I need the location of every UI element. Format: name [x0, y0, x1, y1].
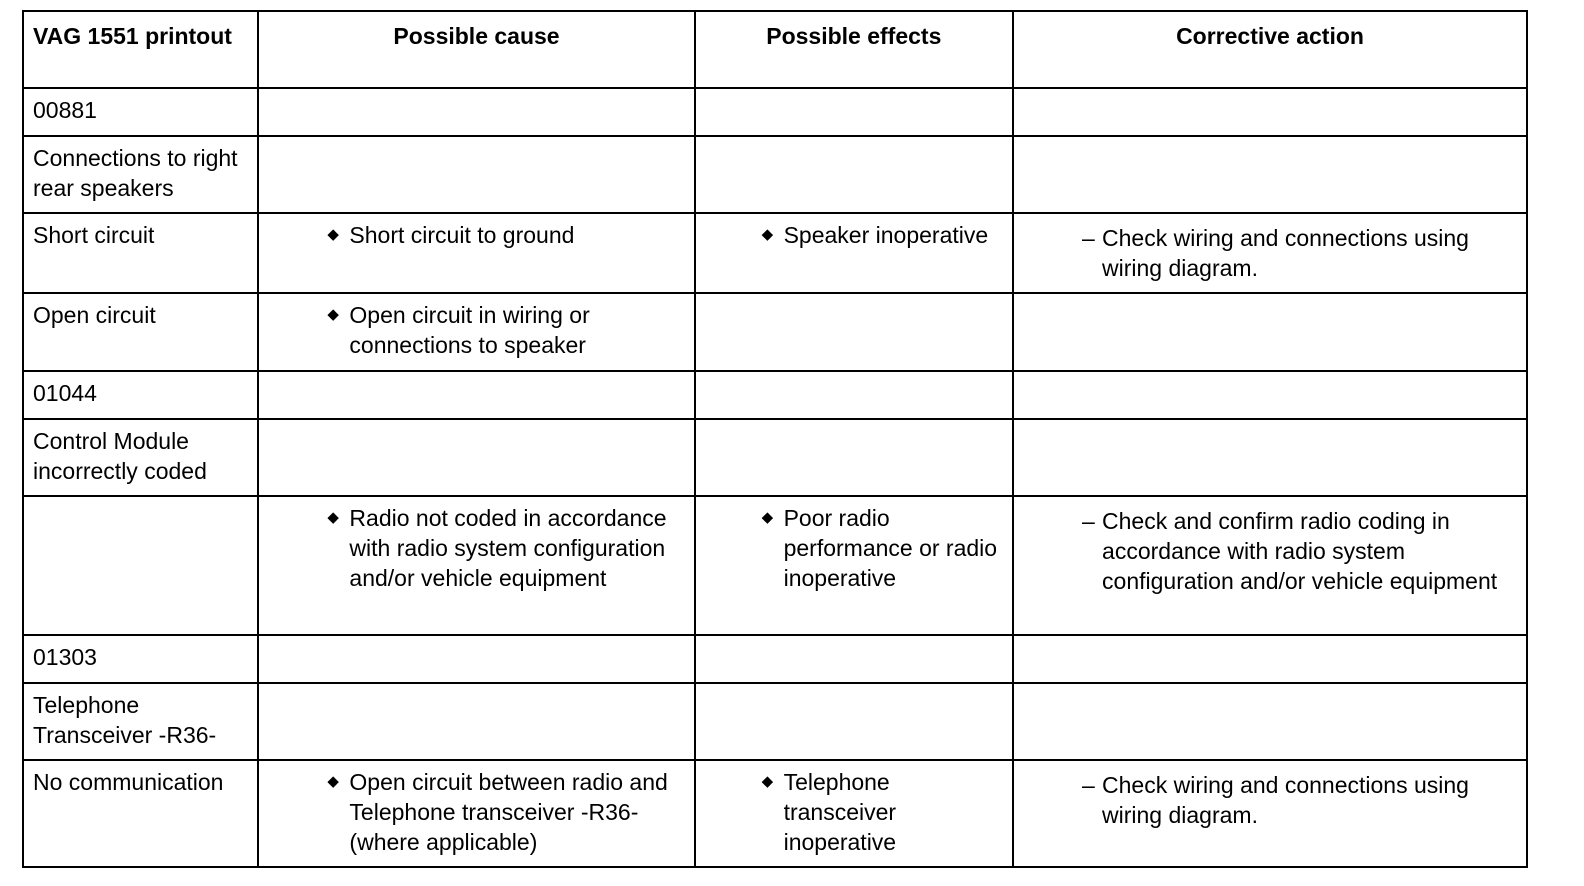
header-printout: VAG 1551 printout — [23, 11, 258, 88]
printout-cell: Control Module incorrectly coded — [23, 419, 258, 496]
table-row — [23, 760, 1527, 867]
bullet-item — [762, 503, 1003, 593]
cause-cell — [258, 635, 694, 683]
action-cell — [1013, 371, 1527, 419]
table-row — [23, 496, 1527, 635]
cause-cell — [258, 683, 694, 760]
action-cell — [1013, 88, 1527, 136]
table-row — [23, 419, 1527, 496]
action-cell — [1013, 760, 1527, 867]
cause-text: Open circuit between radio and Telephone transceiver -R36- (where applicable) — [349, 769, 668, 855]
dash-icon: – — [1082, 508, 1095, 534]
cause-cell — [258, 88, 694, 136]
bullet-icon: ◆ — [761, 773, 774, 790]
action-cell — [1013, 293, 1527, 371]
action-item — [1082, 506, 1517, 596]
table-row — [23, 293, 1527, 371]
action-item — [1082, 770, 1517, 830]
printout-cell: No communication — [23, 760, 258, 867]
action-cell — [1013, 683, 1527, 760]
printout-cell: Open circuit — [23, 293, 258, 371]
effect-cell — [695, 683, 1013, 760]
bullet-icon: ◆ — [327, 509, 339, 526]
printout-cell: Short circuit — [23, 213, 258, 293]
cause-cell — [258, 371, 694, 419]
bullet-item — [762, 767, 1003, 857]
bullet-item — [327, 767, 684, 857]
bullet-item — [762, 220, 1003, 250]
bullet-item — [327, 503, 684, 593]
cause-text: Short circuit to ground — [349, 222, 575, 248]
effect-text: Speaker inoperative — [783, 222, 989, 248]
cause-text: Open circuit in wiring or connections to speaker — [349, 302, 590, 358]
table-row — [23, 371, 1527, 419]
diagnostic-table — [22, 10, 1528, 868]
printout-cell: Connections to right rear speakers — [23, 136, 258, 213]
header-effects: Possible effects — [695, 11, 1013, 88]
action-cell — [1013, 419, 1527, 496]
effect-cell — [695, 136, 1013, 213]
effect-cell — [695, 496, 1013, 635]
effect-text: Poor radio performance or radio inoperative — [783, 505, 998, 591]
cause-cell — [258, 213, 694, 293]
table-row — [23, 213, 1527, 293]
header-row — [23, 11, 1527, 88]
printout-cell: 01044 — [23, 371, 258, 419]
bullet-icon: ◆ — [327, 226, 339, 243]
table-body — [23, 88, 1527, 867]
effect-cell — [695, 213, 1013, 293]
bullet-icon: ◆ — [761, 509, 774, 526]
cause-cell — [258, 760, 694, 867]
dash-icon: – — [1082, 225, 1095, 251]
cause-text: Radio not coded in accordance with radio system configuration and/or vehicle equipment — [349, 505, 667, 591]
effect-cell — [695, 88, 1013, 136]
table-row — [23, 136, 1527, 213]
action-text: Check wiring and connections using wiring diagram. — [1102, 772, 1469, 828]
effect-cell — [695, 293, 1013, 371]
header-cause: Possible cause — [258, 11, 694, 88]
effect-cell — [695, 419, 1013, 496]
bullet-icon: ◆ — [327, 306, 339, 323]
cause-cell — [258, 496, 694, 635]
cause-cell — [258, 136, 694, 213]
table-row — [23, 683, 1527, 760]
bullet-item — [327, 300, 684, 360]
action-cell — [1013, 213, 1527, 293]
printout-cell — [23, 496, 258, 635]
action-item — [1082, 223, 1517, 283]
printout-cell: Telephone Transceiver -R36- — [23, 683, 258, 760]
action-text: Check wiring and connections using wiring diagram. — [1102, 225, 1469, 281]
action-cell — [1013, 496, 1527, 635]
action-cell — [1013, 136, 1527, 213]
effect-cell — [695, 635, 1013, 683]
effect-cell — [695, 760, 1013, 867]
header-action: Corrective action — [1013, 11, 1527, 88]
printout-cell: 00881 — [23, 88, 258, 136]
effect-cell — [695, 371, 1013, 419]
bullet-icon: ◆ — [327, 773, 339, 790]
table-row — [23, 88, 1527, 136]
cause-cell — [258, 293, 694, 371]
effect-text: Telephone transceiver inoperative — [783, 769, 897, 855]
action-text: Check and confirm radio coding in accordance with radio system configuration and/or vehicle equipment — [1102, 508, 1498, 594]
bullet-icon: ◆ — [761, 226, 774, 243]
table-row — [23, 635, 1527, 683]
cause-cell — [258, 419, 694, 496]
action-cell — [1013, 635, 1527, 683]
printout-cell: 01303 — [23, 635, 258, 683]
bullet-item — [327, 220, 684, 250]
dash-icon: – — [1082, 772, 1095, 798]
